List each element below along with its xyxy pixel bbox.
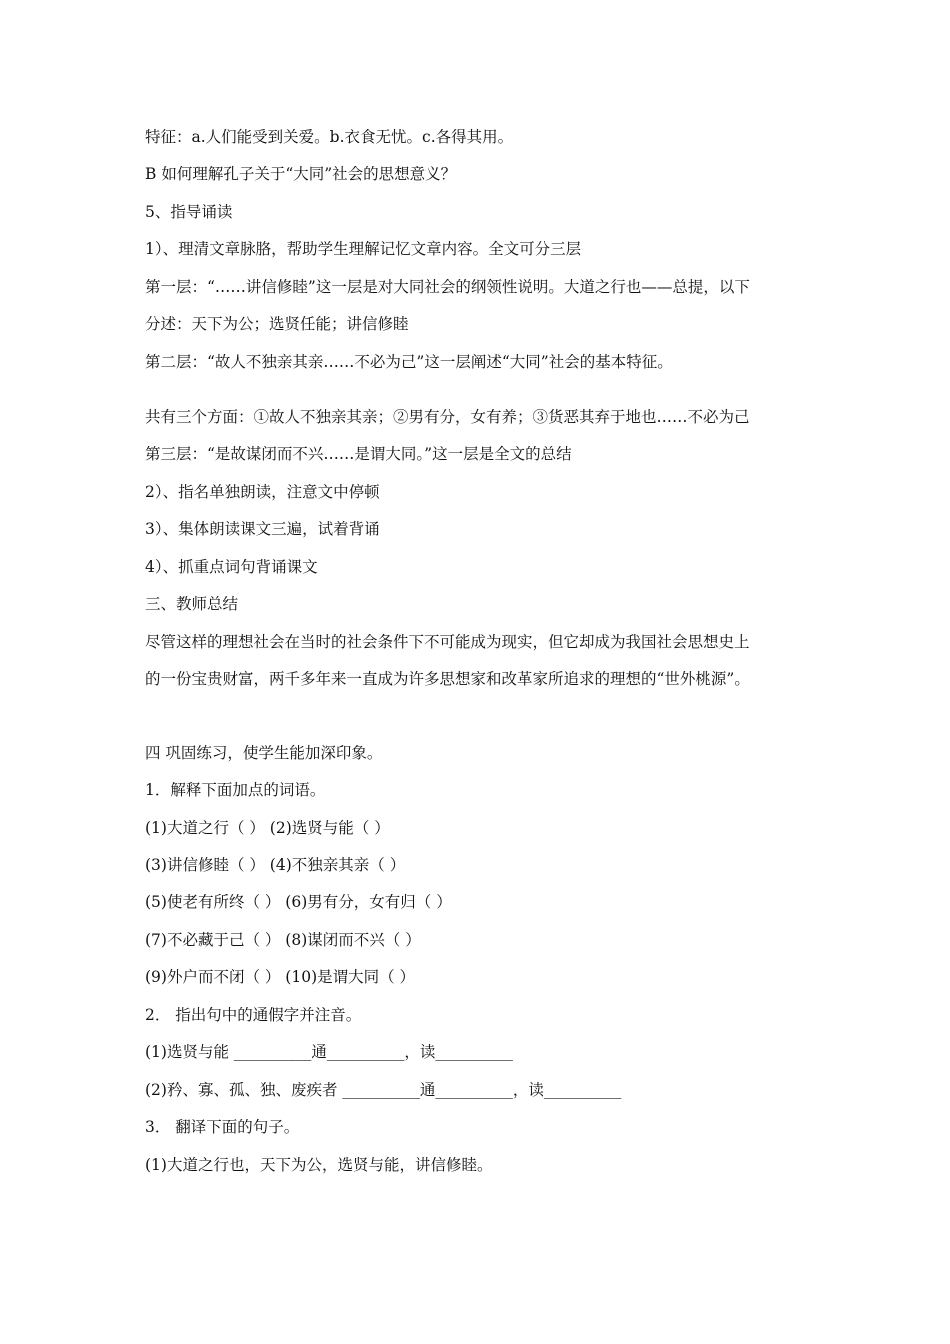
text-line: B 如何理解孔子关于“大同”社会的思想意义？: [145, 165, 457, 183]
text-line: 4）、抓重点词句背诵课文: [145, 558, 318, 576]
text-line: 的一份宝贵财富，两千多年来一直成为许多思想家和改革家所追求的理想的“世外桃源”。: [145, 670, 750, 688]
exercise-title: 3． 翻译下面的句子。: [145, 1118, 300, 1136]
exercise-title: 1．解释下面加点的词语。: [145, 781, 326, 799]
section-heading: 三、教师总结: [145, 595, 239, 613]
exercise-item: (2)矜、寡、孤、独、废疾者 __________通__________，读__________: [145, 1081, 622, 1099]
exercise-item: (1)选贤与能 __________通__________，读__________: [145, 1043, 513, 1061]
exercise-item: (1)大道之行也，天下为公，选贤与能，讲信修睦。: [145, 1156, 493, 1174]
exercise-item: (5)使老有所终（ ） (6)男有分，女有归（ ）: [145, 893, 452, 911]
text-line: 分述：天下为公；选贤任能；讲信修睦: [145, 315, 409, 333]
text-line: 第一层：“……讲信修睦”这一层是对大同社会的纲领性说明。大道之行也——总提，以下: [145, 278, 750, 296]
exercise-item: (7)不必藏于己（ ） (8)谋闭而不兴（ ）: [145, 931, 421, 949]
exercise-item: (9)外户而不闭（ ） (10)是谓大同（ ）: [145, 968, 416, 986]
text-line: 2）、指名单独朗读，注意文中停顿: [145, 483, 380, 501]
exercise-item: (3)讲信修睦（ ） (4)不独亲其亲（ ）: [145, 856, 406, 874]
section-heading: 四 巩固练习，使学生能加深印象。: [145, 744, 383, 762]
text-line: 3）、集体朗读课文三遍，试着背诵: [145, 520, 380, 538]
text-line: 第三层：“是故谋闭而不兴……是谓大同。”这一层是全文的总结: [145, 445, 572, 463]
text-line: 共有三个方面：①故人不独亲其亲；②男有分，女有养；③货恶其弃于地也……不必为己: [145, 408, 750, 426]
text-line: 1）、理清文章脉胳，帮助学生理解记忆文章内容。全文可分三层: [145, 240, 582, 258]
text-line: 第二层：“故人不独亲其亲……不必为己”这一层阐述“大同”社会的基本特征。: [145, 353, 673, 371]
exercise-title: 2． 指出句中的通假字并注音。: [145, 1006, 362, 1024]
exercise-item: (1)大道之行（ ） (2)选贤与能（ ）: [145, 819, 390, 837]
text-line: 特征：a.人们能受到关爱。b.衣食无忧。c.各得其用。: [145, 128, 514, 146]
text-line: 尽管这样的理想社会在当时的社会条件下不可能成为现实，但它却成为我国社会思想史上: [145, 633, 750, 651]
text-line: 5、指导诵读: [145, 203, 233, 221]
